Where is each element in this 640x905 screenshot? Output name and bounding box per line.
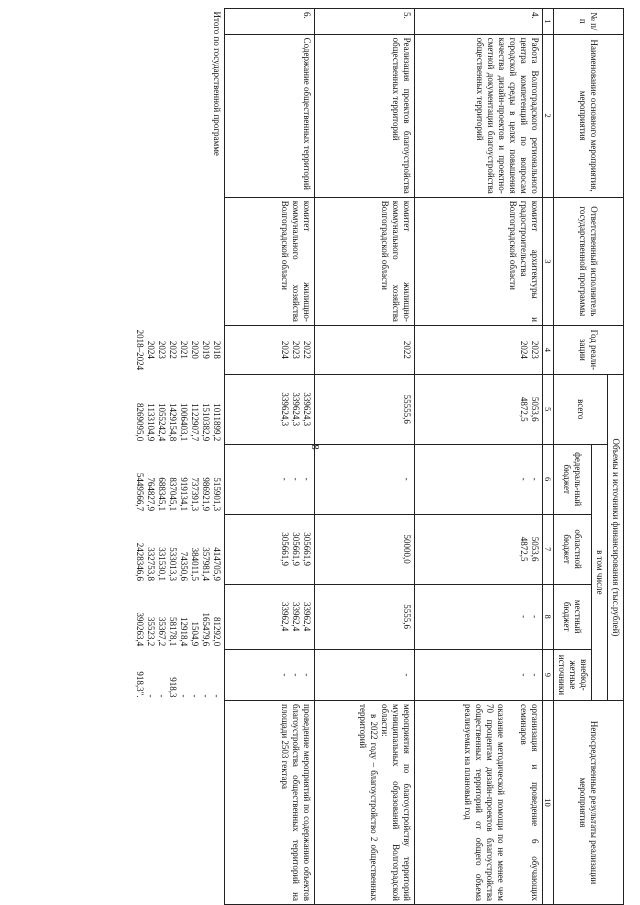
result-text: оказание методической помощи по не менее чем 70 процентам дизайн-проектов благоустройства общественных территорий от общего объема реализуемых на плановый год	[463, 704, 506, 901]
value: -	[291, 477, 301, 481]
row-years	[315, 325, 415, 374]
col-number: 4	[543, 325, 554, 374]
row-results	[225, 701, 315, 905]
value: 50000,0	[402, 534, 412, 564]
total-results-empty	[132, 701, 225, 905]
row-offbudget	[225, 649, 315, 700]
row-offbudget	[415, 649, 543, 700]
col-number: 7	[543, 514, 554, 584]
value: -	[157, 694, 167, 698]
value: 332753,8	[146, 547, 156, 582]
value: 55555,6	[402, 394, 412, 424]
header-funding: Объемы и источники финансирования (тыс.рублей)	[608, 374, 624, 700]
value: 339624,3	[291, 392, 301, 427]
total-total	[132, 374, 225, 444]
row-total	[415, 374, 543, 444]
value: -	[190, 694, 200, 698]
row-total	[225, 374, 315, 444]
value: 1122907,7	[190, 403, 200, 442]
year: 2023	[291, 340, 301, 359]
value: -	[212, 694, 222, 698]
row-number: 5.	[315, 9, 415, 35]
year: 2019	[201, 340, 211, 359]
row-executor: комитет жилищно-коммунального хозяйства Волгоградской области	[225, 197, 315, 325]
table-row	[315, 9, 415, 905]
header-results: Непосредственные результаты реализации мероприятия	[554, 701, 624, 905]
value: 33962,4	[302, 602, 312, 632]
row-local	[225, 584, 315, 649]
value: -	[530, 673, 540, 677]
total-label: Итого по государственной программе	[212, 11, 222, 156]
value: 5053,6	[530, 396, 540, 422]
total-years	[132, 325, 225, 374]
year: 2023	[530, 340, 540, 359]
value: 81292,0	[212, 617, 222, 647]
value: 1504,9	[190, 621, 200, 647]
value: -	[519, 477, 529, 481]
value: 688345,1	[157, 477, 167, 512]
value: -	[519, 673, 529, 677]
value: 8269095,0	[135, 402, 145, 442]
row-name: Содержание общественных территорий	[225, 34, 315, 197]
row-total	[315, 374, 415, 444]
year: 2022	[302, 340, 312, 359]
year: 2024	[519, 340, 529, 359]
value: 1510382,9	[201, 402, 211, 442]
value: 305661,9	[291, 532, 301, 566]
result-text: организация и проведение 6 обучающих семинаров	[519, 704, 540, 901]
value: 918,3	[168, 677, 178, 698]
table-row	[225, 9, 315, 905]
total-offbudget	[132, 649, 225, 700]
value: 2428346,6	[135, 542, 145, 582]
row-number: 6.	[225, 9, 315, 35]
value: -	[302, 477, 312, 481]
header-offbudget: внебюд-жетные источники	[554, 649, 592, 700]
value: 12918,4	[179, 617, 189, 647]
value: 390263,4	[135, 612, 145, 647]
value: 837045,1	[168, 477, 178, 512]
value: 58178,1	[168, 617, 178, 647]
row-name: Реализация проектов благоустройства общественных территорий	[315, 34, 415, 197]
col-number: 8	[543, 584, 554, 649]
col-number: 2	[543, 34, 554, 197]
row-local	[315, 584, 415, 649]
year: 2024	[280, 340, 290, 359]
year: 2021	[179, 340, 189, 359]
value: 305661,9	[280, 532, 290, 566]
value: 5449566,7	[135, 472, 145, 512]
total-local	[132, 584, 225, 649]
row-number: 4.	[415, 9, 543, 35]
value: -	[302, 673, 312, 677]
row-name: Работа Волгоградского регионального центра компетенций по вопросам городской среды в целях повышения качества дизайн-проектов и проектно-сметной документации благоустройства общественных территорий	[415, 34, 543, 197]
value: -	[201, 694, 211, 698]
value: 165479,6	[201, 612, 211, 647]
col-number: 6	[543, 444, 554, 514]
header-year: Год реали-зации	[554, 325, 624, 374]
value: 4872,5	[519, 536, 529, 562]
value: 339624,3	[280, 392, 290, 427]
row-results	[315, 701, 415, 905]
total-regional	[132, 514, 225, 584]
value: -	[402, 477, 412, 481]
header-name: Наименование основного мероприятия, мероприятия	[554, 34, 624, 197]
year: 2020	[190, 340, 200, 359]
header-executor: Ответственный исполнитель государственной программы	[554, 197, 624, 325]
value: -	[402, 673, 412, 677]
value: 384011,5	[190, 547, 200, 582]
total-federal	[132, 444, 225, 514]
page-number: 8	[309, 444, 321, 450]
result-text: проведение мероприятий по содержанию объектов благоустройства общественных территорий на площади 2503 гектара	[280, 704, 312, 901]
table-row	[415, 9, 543, 905]
row-offbudget	[315, 649, 415, 700]
header-row-1	[608, 9, 624, 905]
value: 35367,2	[157, 617, 167, 647]
program-table	[132, 8, 624, 905]
row-regional	[315, 514, 415, 584]
col-number: 3	[543, 197, 554, 325]
value: 533013,3	[168, 547, 178, 582]
column-number-row	[543, 9, 554, 905]
total-row	[132, 9, 225, 905]
header-federal: федераль-ный бюджет	[554, 444, 592, 514]
value: 33962,4	[280, 602, 290, 632]
value: 331530,1	[157, 547, 167, 582]
row-results	[415, 701, 543, 905]
row-federal	[315, 444, 415, 514]
year: 2018	[212, 340, 222, 359]
header-no: № п/п	[554, 9, 624, 35]
value: 74350,6	[179, 551, 189, 582]
value: 5053,6	[530, 536, 540, 562]
value: 737391,3	[190, 477, 200, 512]
value: 35523,2	[146, 617, 156, 647]
row-years	[225, 325, 315, 374]
value: -	[179, 694, 189, 698]
value: -	[530, 477, 540, 481]
year: 2022	[402, 340, 412, 359]
value: 764827,9	[146, 477, 156, 512]
value: -	[519, 615, 529, 619]
value: 305661,9	[302, 532, 312, 566]
value: 986921,9	[201, 477, 211, 512]
row-regional	[415, 514, 543, 584]
value: 1006403,1	[179, 402, 189, 442]
value: 357981,4	[201, 547, 211, 582]
value: 1055242,4	[157, 402, 167, 442]
value: -	[280, 477, 290, 481]
value: -	[291, 673, 301, 677]
rotated-table-container	[92, 8, 624, 905]
value: 515901,3	[212, 477, 222, 512]
result-text: мероприятия по благоустройству территорий муниципальных образований Волгоградской области:	[380, 704, 412, 901]
row-years	[415, 325, 543, 374]
header-total: всего	[554, 374, 608, 444]
row-local	[415, 584, 543, 649]
row-executor: комитет жилищно-коммунального хозяйства Волгоградской области	[315, 197, 415, 325]
value: -	[146, 694, 156, 698]
row-federal	[225, 444, 315, 514]
value: 919134,1	[179, 477, 189, 512]
result-text: в 2022 году – благоустройство 2 общественных территорий	[358, 704, 379, 901]
value: -	[280, 673, 290, 677]
year: 2018–2024	[135, 329, 145, 371]
row-regional	[225, 514, 315, 584]
value: 1133104,9	[146, 403, 156, 442]
row-federal	[415, 444, 543, 514]
header-incl: в том числе	[592, 444, 608, 700]
value: 33962,4	[291, 602, 301, 632]
year: 2022	[168, 340, 178, 359]
row-executor: комитет архитектуры и градостроительства Волгоградской области	[415, 197, 543, 325]
value: 5555,6	[402, 604, 412, 630]
value: 4872,5	[519, 396, 529, 422]
value: 339624,3	[302, 392, 312, 427]
value: 918,3".	[135, 671, 145, 698]
col-number: 9	[543, 649, 554, 700]
year: 2024	[146, 340, 156, 359]
col-number: 1	[543, 9, 554, 35]
col-number: 10	[543, 701, 554, 905]
year: 2023	[157, 340, 167, 359]
value: 414705,9	[212, 547, 222, 582]
header-regional: областной бюджет	[554, 514, 592, 584]
header-local: местный бюджет	[554, 584, 592, 649]
value: -	[530, 615, 540, 619]
col-number: 5	[543, 374, 554, 444]
value: 1429154,8	[168, 402, 178, 442]
value: 1011899,2	[212, 403, 222, 442]
